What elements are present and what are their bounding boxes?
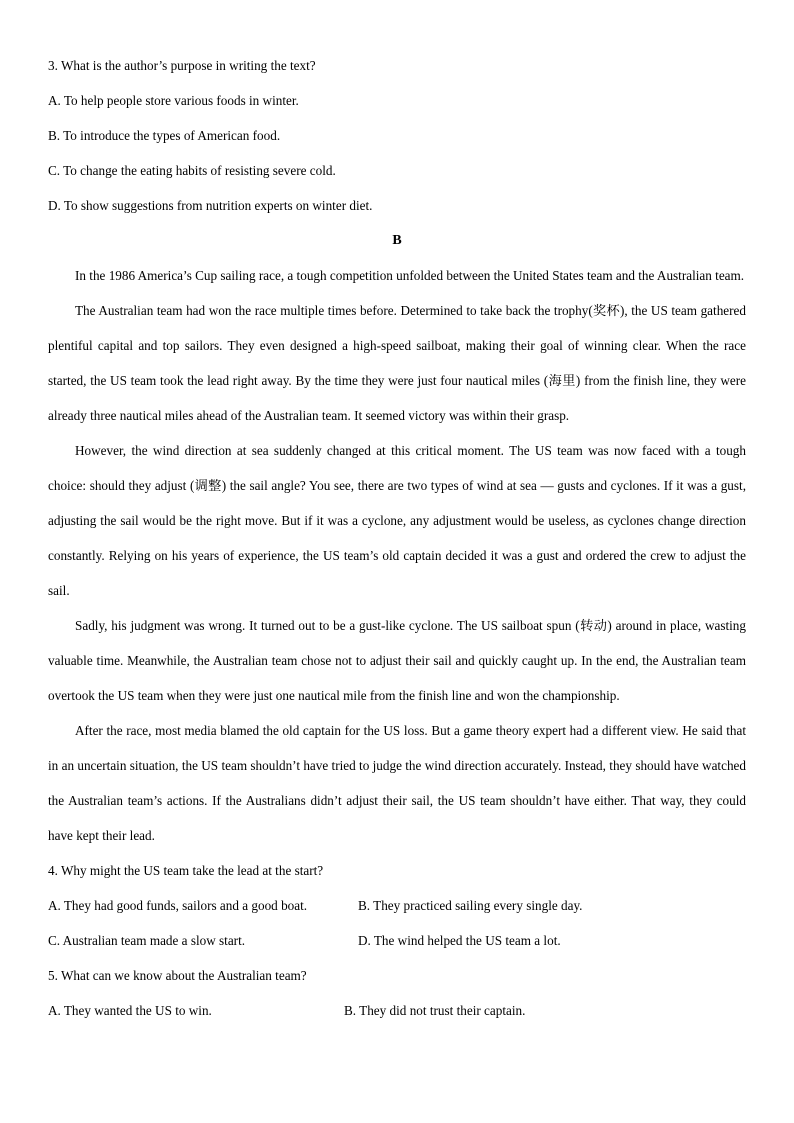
q3-option-a: A. To help people store various foods in winter. bbox=[48, 93, 299, 108]
passage-paragraph-5: After the race, most media blamed the old captain for the US loss. But a game theory expert had a different view. He said that in an uncertain situation, the US team shouldn’t have tried to judge the wind direction accurately. Instead, they should have watched the Australian team’s actions. If the Australians didn’t adjust their sail, the US team shouldn’t have either. That way, they could have kept their lead. bbox=[48, 723, 746, 843]
q3-option-c: C. To change the eating habits of resisting severe cold. bbox=[48, 163, 336, 178]
passage-paragraph-3: However, the wind direction at sea suddenly changed at this critical moment. The US team was now faced with a tough choice: should they adjust (调整) the sail angle? You see, there are two types of wind at sea — gusts and cyclones. If it was a gust, adjusting the sail would be the right move. But if it was a cyclone, any adjustment would be useless, as cyclones change direction constantly. Relying on his years of experience, the US team’s old captain decided it was a gust and ordered the crew to adjust the sail. bbox=[48, 443, 746, 598]
q5-option-a: A. They wanted the US to win. bbox=[48, 1003, 212, 1018]
question-3: 3. What is the author’s purpose in writing the text? bbox=[48, 58, 316, 73]
q4-options-row-1 bbox=[48, 888, 746, 923]
q4-options-row-2 bbox=[48, 923, 746, 958]
q3-option-d: D. To show suggestions from nutrition experts on winter diet. bbox=[48, 198, 373, 213]
q5-options-row-1 bbox=[48, 993, 746, 1028]
passage-paragraph-4: Sadly, his judgment was wrong. It turned out to be a gust-like cyclone. The US sailboat spun (转动) around in place, wasting valuable time. Meanwhile, the Australian team chose not to adjust their sail and quickly caught up. In the end, the Australian team overtook the US team when they were just one nautical mile from the finish line and won the championship. bbox=[48, 618, 746, 703]
passage-paragraph-2: The Australian team had won the race multiple times before. Determined to take back the trophy(奖杯), the US team gathered plentiful capital and top sailors. They even designed a high-speed sailboat, making their goal of winning clear. When the race started, the US team took the lead right away. By the time they were just four nautical miles (海里) from the finish line, they were already three nautical miles ahead of the Australian team. It seemed victory was within their grasp. bbox=[48, 303, 746, 423]
document-page bbox=[48, 48, 746, 1028]
question-4: 4. Why might the US team take the lead at the start? bbox=[48, 863, 324, 878]
q4-option-d: D. The wind helped the US team a lot. bbox=[358, 933, 561, 948]
q4-option-c: C. Australian team made a slow start. bbox=[48, 933, 246, 948]
q5-option-b: B. They did not trust their captain. bbox=[344, 1003, 526, 1018]
passage-paragraph-1: In the 1986 America’s Cup sailing race, a tough competition unfolded between the United States team and the Australian team. bbox=[75, 268, 745, 283]
q3-option-b: B. To introduce the types of American food. bbox=[48, 128, 281, 143]
question-5: 5. What can we know about the Australian team? bbox=[48, 968, 307, 983]
section-heading: B bbox=[392, 233, 402, 248]
q4-option-a: A. They had good funds, sailors and a good boat. bbox=[48, 898, 308, 913]
q4-option-b: B. They practiced sailing every single day. bbox=[358, 898, 583, 913]
